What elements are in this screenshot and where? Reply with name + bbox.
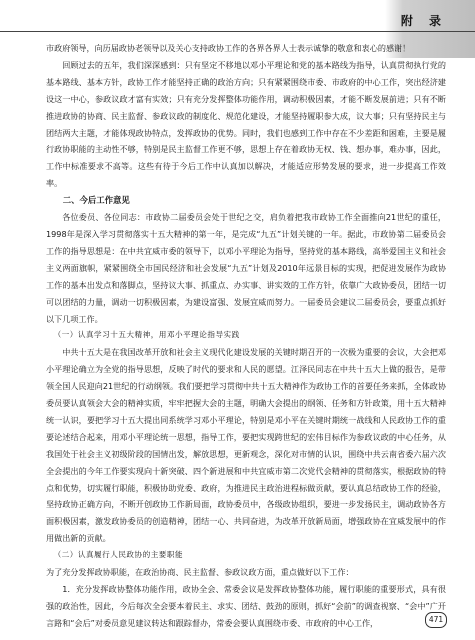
body-paragraph: 市政府领导，向历届政协老领导以及关心支持政协工作的各界各界人士表示诚挚的敬意和衷心的感谢！ bbox=[46, 43, 411, 53]
body-paragraph: 为了充分发挥政协职能，在政治协商、民主监督、参政议政方面，重点做好以下工作： bbox=[46, 567, 354, 578]
body-paragraph: 中共十五大是在我国改革开放和社会主义现代化建设发展的关键时期召开的一次极为重要的会议，大会把邓小平理论确立为全党的指导思想，反映了时代的要求和人民的愿望。江泽民同志在中共十五大上做的报告，是带领全国人民迎向21世纪的行动纲领。我们要把学习贯彻中共十五大精神作为政协工作的首要任务来抓，全体政协委员要认真领会大会的精神实质，牢牢把握大会的主题，明确大会提出的纲领、任务和方针政策，用十五大精神统一认识，要把学习十五大提出同系统学习邓小平理论，特别是邓小平在关键时期统一战线和人民政协工作的重要论述结合起来，用邓小平理论统一思想，指导工作，要把实现跨世纪的宏伟目标作为参政议政的中心任务，从我国处于社会主义初级阶段的国情出发，解放思想，更新观念，深化对市情的认识，围绕中共云南省委六届六次全会提出的今年工作要实现向十新突破、四个新进展和中共宜威市第二次党代会精神的贯彻落实，根据政协的特点和优势，切实履行职能，积极协助党委、政府，为推进民主政治进程标做贡献，要认真总结政协工作的经验，坚持政协正确方向，不断开创政协工作新局面，政协委员中，各级政协组织，要进一步发扬民主，调动政协各方面积极因素，激发政协委员的创造精神，团结一心、共同奋进，为改革开放新局面，增强政协在宜威发展中的作用做出新的贡献。 bbox=[46, 347, 446, 544]
header-rule bbox=[0, 31, 475, 32]
subsection-heading: （一）认真学习十五大精神，用邓小平理论指导实践 bbox=[53, 330, 240, 340]
body-paragraph: 1．充分发挥政协整体功能作用，政协全会、常委会议是发挥政协整体功能，履行职能的重要形式，具有很强的政治性，因此，今后每次全会要本着民主、求实、团结、鼓劲的原则，抓好“会前”的调查视察、“会中”广开言路和“会后”对委员意见建议转达和跟踪督办，常委会要认真围绕市委、市政府的中心工作， bbox=[46, 584, 446, 628]
page-number: 471 bbox=[425, 612, 447, 628]
section-heading: 二、今后工作意见 bbox=[62, 195, 130, 206]
body-paragraph: 回顾过去的五年，我们深深感到：只有坚定不移地以邓小平理论和党的基本路线为指导，认真贯彻执行党的基本路线、基本方针，政协工作才能坚持正确的政治方向；只有紧紧围绕市委、市政府的中心工作，突出经济建设这一中心，参政议政才富有实效；只有充分发挥整体功能作用，调动积极因素，才能不断发展前进；只有不断推进政协的协商、民主监督、参政议政的制度化、规范化建设，才能坚持履职参大成，议大事；只有坚持民主与团结两大主题，才能体现政协特点，发挥政协的优势。同时，我们也感到工作中存在不少差距和困难，主要是履行政协职能的主动性不够，特别是民主监督工作更不够，思想上存在着政协无权、钱、想办事，难办事，因此，工作中标准要求不高等。这些有待于今后工作中认真加以解决，才能适应形势发展的要求，进一步提高工作效率。 bbox=[46, 59, 446, 189]
subsection-heading: （二）认真履行人民政协的主要职能 bbox=[53, 550, 184, 560]
document-body bbox=[46, 40, 446, 632]
header-section-label: 附 录 bbox=[400, 14, 447, 28]
body-paragraph: 各位委员、各位同志：市政协二届委员会处于世纪之交，肩负着把我市政协工作全面推向21世纪的重任，1998年是深入学习贯彻落实十五大精神的第一年，是完成“九五”计划关键的一年。据此，市政协第二届委员会工作的指导思想是：在中共宜威市委的领导下，以邓小平理论为指导，坚持党的基本路线，高举爱国主义和社会主义两面旗帜，紧紧围绕全市国民经济和社会发展“九五”计划及2010年远景目标的实现，把促进发展作为政协工作的基本出发点和落脚点，坚持议大事、抓重点、办实事、讲实效的工作方针，依靠广大政协委员，团结一切可以团结的力量，调动一切积极因素，为建设富强、发展宜威而努力。一届委员会建议二届委员会，要重点抓好以下几项工作。 bbox=[46, 212, 446, 324]
